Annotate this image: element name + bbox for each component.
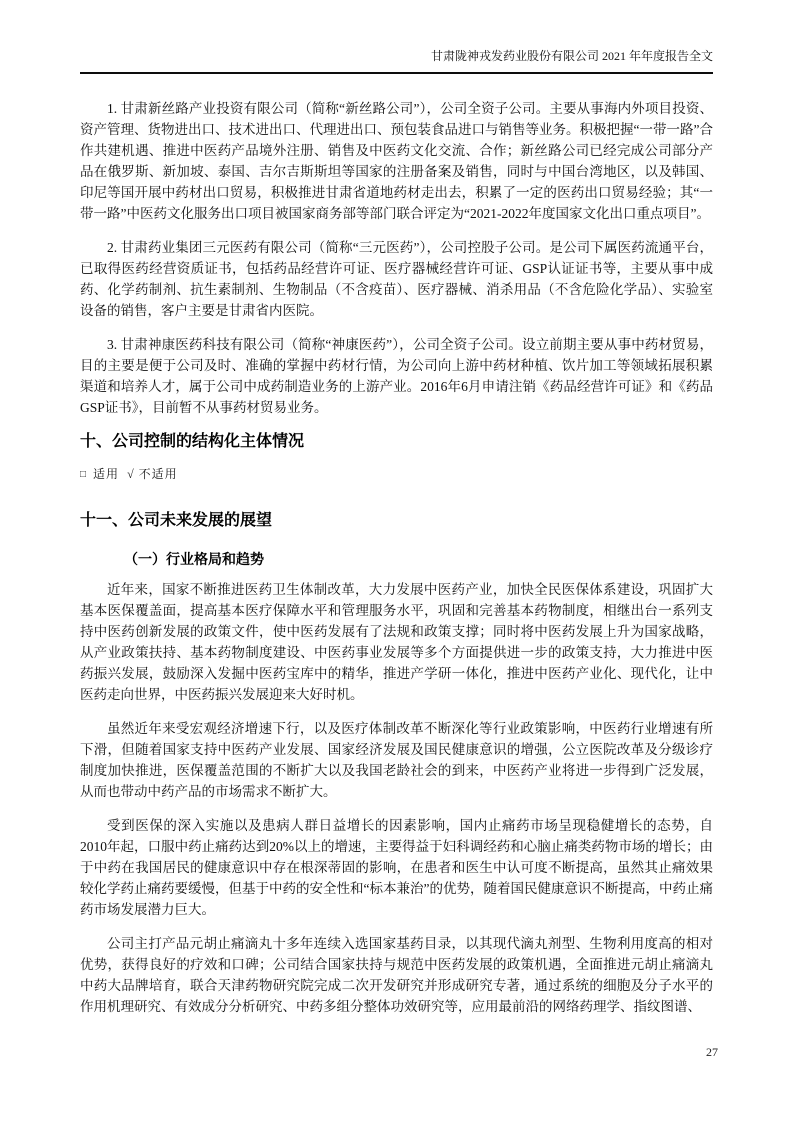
check-mark-icon: √ (127, 467, 135, 481)
paragraph-subsidiary-shenkang: 3. 甘肃神康医药科技有限公司（简称“神康医药”），公司全资子公司。设立前期主要从事中药材贸易，目的主要是便于公司及时、准确的掌握中药材行情，为公司向上游中药材种植、饮片加工等领域拓展积累渠道和培养人才，属于公司中成药制造业务的上游产业。2016年6月申请注销《药品经营许可证》和《药品GSP证书》，目前暂不从事药材贸易业务。 (80, 337, 713, 415)
page-body (80, 74, 713, 1017)
paragraph-industry-policy: 近年来，国家不断推进医药卫生体制改革，大力发展中医药产业，加快全民医保体系建设，巩固扩大基本医保覆盖面，提高基本医疗保障水平和管理服务水平，巩固和完善基本药物制度，相继出台一系列支持中医药创新发展的政策文件，使中医药发展有了法规和政策支撑；同时将中医药发展上升为国家战略，从产业政策扶持、基本药物制度建设、中医药事业发展等多个方面提供进一步的政策支持，大力推进中医药振兴发展，鼓励深入发掘中医药宝库中的精华，推进产学研一体化，推进中医药产业化、现代化，让中医药走向世界，中医药振兴发展迎来大好时机。 (80, 582, 713, 702)
page-content (80, 0, 713, 1017)
section-11-heading: 十一、公司未来发展的展望 (80, 512, 273, 529)
not-applicable-label: 不适用 (138, 467, 178, 481)
header-title: 甘肃陇神戎发药业股份有限公司 2021 年年度报告全文 (430, 49, 713, 63)
checkbox-unchecked-icon: □ (80, 469, 88, 480)
subsection-industry-trends-heading: （一）行业格局和趋势 (124, 551, 264, 567)
page-number: 27 (706, 1045, 718, 1059)
applicable-statement (80, 466, 713, 484)
paragraph-painkiller-market: 受到医保的深入实施以及患病人群日益增长的因素影响，国内止痛药市场呈现稳健增长的态势，自2010年起，口服中药止痛药达到20%以上的增速，主要得益于妇科调经药和心脑止痛类药物市场的增长；由于中药在我国居民的健康意识中存在根深蒂固的影响，在患者和医生中认可度不断提高，虽然其止痛效果较化学药止痛药要缓慢，但基于中药的安全性和“标本兼治”的优势，随着国民健康意识不断提高，中药止痛药市场发展潜力巨大。 (80, 818, 713, 917)
paragraph-industry-growth: 虽然近年来受宏观经济增速下行，以及医疗体制改革不断深化等行业政策影响，中医药行业增速有所下滑，但随着国家支持中医药产业发展、国家经济发展及国民健康意识的增强，公立医院改革及分级诊疗制度加快推进，医保覆盖范围的不断扩大以及我国老龄社会的到来，中医药产业将进一步得到广泛发展，从而也带动中药产品的市场需求不断扩大。 (80, 721, 713, 799)
page-header (80, 48, 713, 74)
section-10-heading: 十、公司控制的结构化主体情况 (80, 433, 305, 450)
paragraph-subsidiary-xinsilu: 1. 甘肃新丝路产业投资有限公司（简称“新丝路公司”），公司全资子公司。主要从事海内外项目投资、资产管理、货物进出口、技术进出口、代理进出口、预包装食品进口与销售等业务。积极把握“一带一路”合作共建机遇、推进中医药产品境外注册、销售及中医药文化交流、合作；新丝路公司已经完成公司部分产品在俄罗斯、新加坡、泰国、吉尔吉斯斯坦等国家的注册备案及销售，同时与中国台湾地区，以及韩国、印尼等国开展中药材出口贸易，积极推进甘肃省道地药材走出去，积累了一定的医药出口贸易经验；其“一带一路”中医药文化服务出口项目被国家商务部等部门联合评定为“2021-2022年度国家文化出口重点项目”。 (80, 101, 713, 221)
paragraph-subsidiary-sanyuan: 2. 甘肃药业集团三元医药有限公司（简称“三元医药”），公司控股子公司。是公司下属医药流通平台，已取得医药经营资质证书，包括药品经营许可证、医疗器械经营许可证、GSP认证证书等，主要从事中成药、化学药制剂、抗生素制剂、生物制品（不含疫苗）、医疗器械、消杀用品（不含危险化学品）、实验室设备的销售，客户主要是甘肃省内医院。 (80, 240, 713, 318)
applicable-label: 适用 (93, 467, 120, 481)
paragraph-main-product: 公司主打产品元胡止痛滴丸十多年连续入选国家基药目录，以其现代滴丸剂型、生物利用度高的相对优势，获得良好的疗效和口碑；公司结合国家扶持与规范中医药发展的政策机遇，全面推进元胡止痛滴丸中药大品牌培育，联合天津药物研究院完成二次开发研究并形成研究专著，通过系统的细胞及分子水平的作用机理研究、有效成分分析研究、中药多组分整体功效研究等，应用最前沿的网络药理学、指纹图谱、 (80, 936, 713, 1014)
